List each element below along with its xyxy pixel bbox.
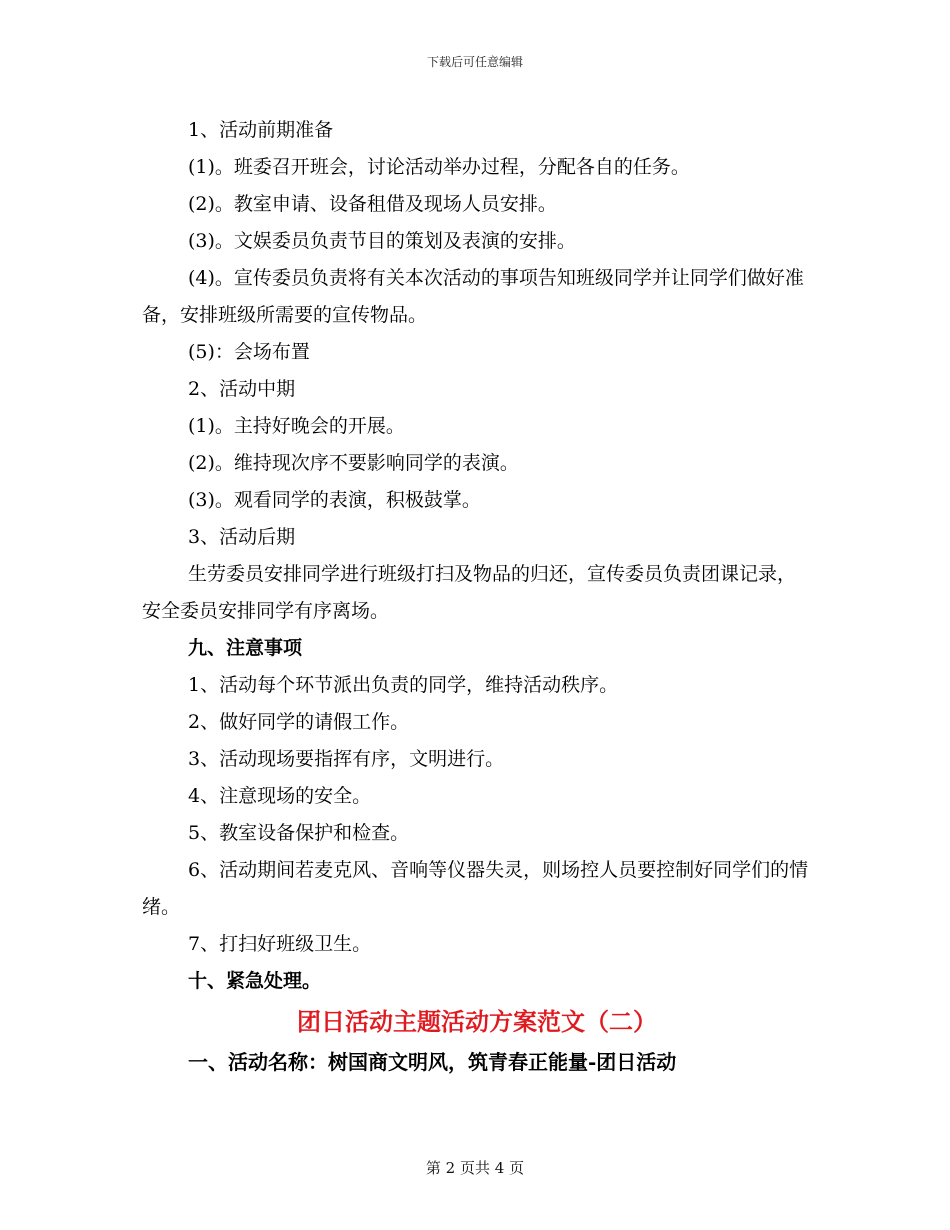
paragraph: 6、活动期间若麦克风、音响等仪器失灵，则场控人员要控制好同学们的情绪。: [142, 859, 809, 918]
paragraph: 4、注意现场的安全。: [188, 785, 372, 807]
document-body: [142, 112, 812, 1081]
paragraph: 1、活动前期准备: [188, 119, 334, 141]
paragraph: 1、活动每个环节派出负责的同学，维持活动秩序。: [188, 674, 619, 696]
page-header: 下载后可任意编辑: [426, 55, 523, 69]
paragraph: (2)。维持现次序不要影响同学的表演。: [188, 452, 519, 474]
page-footer: 第 2 页共 4 页: [425, 1159, 525, 1177]
paragraph: 生劳委员安排同学进行班级打扫及物品的归还，宣传委员负责团课记录，安全委员安排同学有序离场。: [142, 563, 797, 622]
paragraph: (1)。主持好晚会的开展。: [188, 415, 405, 437]
paragraph: 5、教室设备保护和检查。: [188, 822, 410, 844]
paragraph: 3、活动现场要指挥有序，文明进行。: [188, 748, 505, 770]
section-heading: 九、注意事项: [188, 637, 303, 659]
section-heading: 十、紧急处理。: [188, 970, 322, 992]
paragraph: (3)。文娱委员负责节目的策划及表演的安排。: [188, 230, 576, 252]
paragraph: (1)。班委召开班会，讨论活动举办过程，分配各自的任务。: [188, 156, 690, 178]
paragraph: 3、活动后期: [188, 526, 296, 548]
paragraph: (4)。宣传委员负责将有关本次活动的事项告知班级同学并让同学们做好准备，安排班级所需要的宣传物品。: [142, 267, 804, 326]
paragraph: (2)。教室申请、设备租借及现场人员安排。: [188, 193, 557, 215]
paragraph: 2、做好同学的请假工作。: [188, 711, 410, 733]
paragraph: (3)。观看同学的表演，积极鼓掌。: [188, 489, 481, 511]
paragraph: 7、打扫好班级卫生。: [188, 933, 372, 955]
document-title: 团日活动主题活动方案范文（二）: [297, 1007, 657, 1036]
paragraph: 2、活动中期: [188, 378, 296, 400]
section-heading: 一、活动名称：树国商文明风，筑青春正能量-团日活动: [188, 1050, 677, 1074]
paragraph: (5)：会场布置: [188, 341, 310, 363]
